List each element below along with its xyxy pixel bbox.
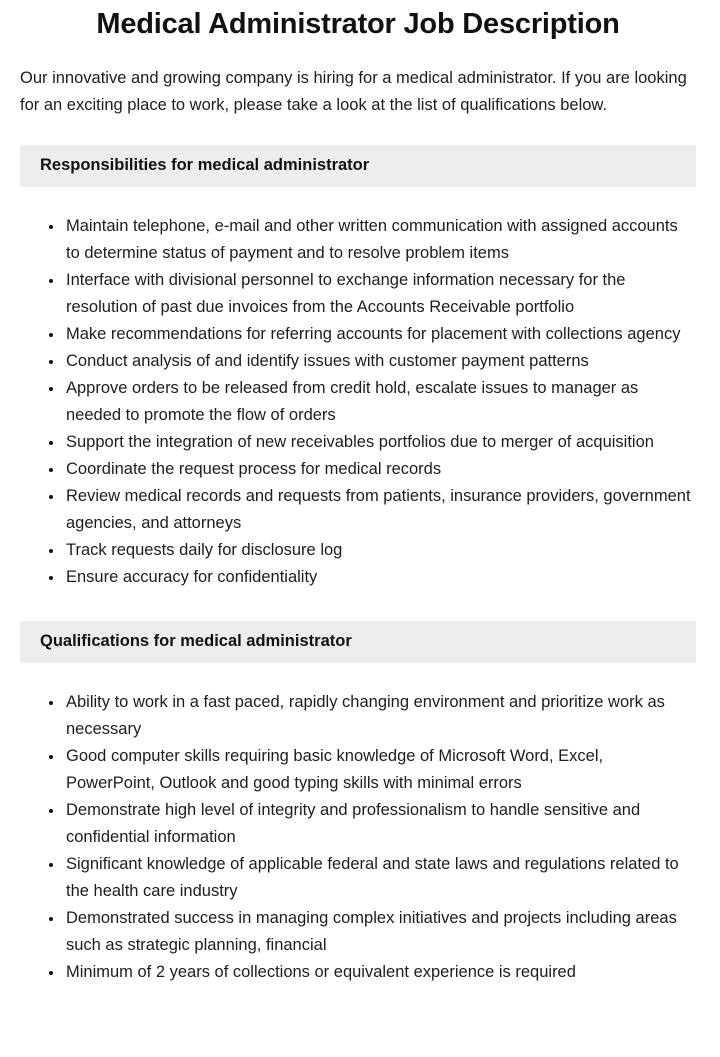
- list-item: • Make recommendations for referring accounts for placement with collections agency: [64, 321, 692, 348]
- list-item: • Conduct analysis of and identify issues with customer payment patterns: [64, 348, 692, 375]
- list-item: • Ensure accuracy for confidentiality: [64, 564, 692, 591]
- list-item: • Significant knowledge of applicable federal and state laws and regulations related to the health care industry: [64, 851, 692, 905]
- list-item: • Support the integration of new receivables portfolios due to merger of acquisition: [64, 429, 692, 456]
- section-header-responsibilities: Responsibilities for medical administrator: [20, 145, 696, 187]
- list-item: • Demonstrate high level of integrity and professionalism to handle sensitive and confidential information: [64, 797, 692, 851]
- list-item: • Demonstrated success in managing complex initiatives and projects including areas such as strategic planning, financial: [64, 905, 692, 959]
- list-item: • Review medical records and requests from patients, insurance providers, government agencies, and attorneys: [64, 483, 692, 537]
- list-item: • Coordinate the request process for medical records: [64, 456, 692, 483]
- page-title: Medical Administrator Job Description: [96, 8, 620, 40]
- list-item: • Ability to work in a fast paced, rapidly changing environment and prioritize work as necessary: [64, 689, 692, 743]
- responsibilities-list: [20, 213, 696, 591]
- list-item: • Maintain telephone, e-mail and other written communication with assigned accounts to determine status of payment and to resolve problem items: [64, 213, 692, 267]
- qualifications-list: [20, 689, 696, 986]
- list-item: • Minimum of 2 years of collections or equivalent experience is required: [64, 959, 692, 986]
- intro-paragraph: Our innovative and growing company is hiring for a medical administrator. If you are looking for an exciting place to work, please take a look at the list of qualifications below.: [20, 69, 687, 114]
- list-item: • Track requests daily for disclosure log: [64, 537, 692, 564]
- list-item: • Interface with divisional personnel to exchange information necessary for the resolution of past due invoices from the Accounts Receivable portfolio: [64, 267, 692, 321]
- list-item: • Good computer skills requiring basic knowledge of Microsoft Word, Excel, PowerPoint, Outlook and good typing skills with minimal errors: [64, 743, 692, 797]
- list-item: • Approve orders to be released from credit hold, escalate issues to manager as needed to promote the flow of orders: [64, 375, 692, 429]
- section-header-qualifications: Qualifications for medical administrator: [20, 621, 696, 663]
